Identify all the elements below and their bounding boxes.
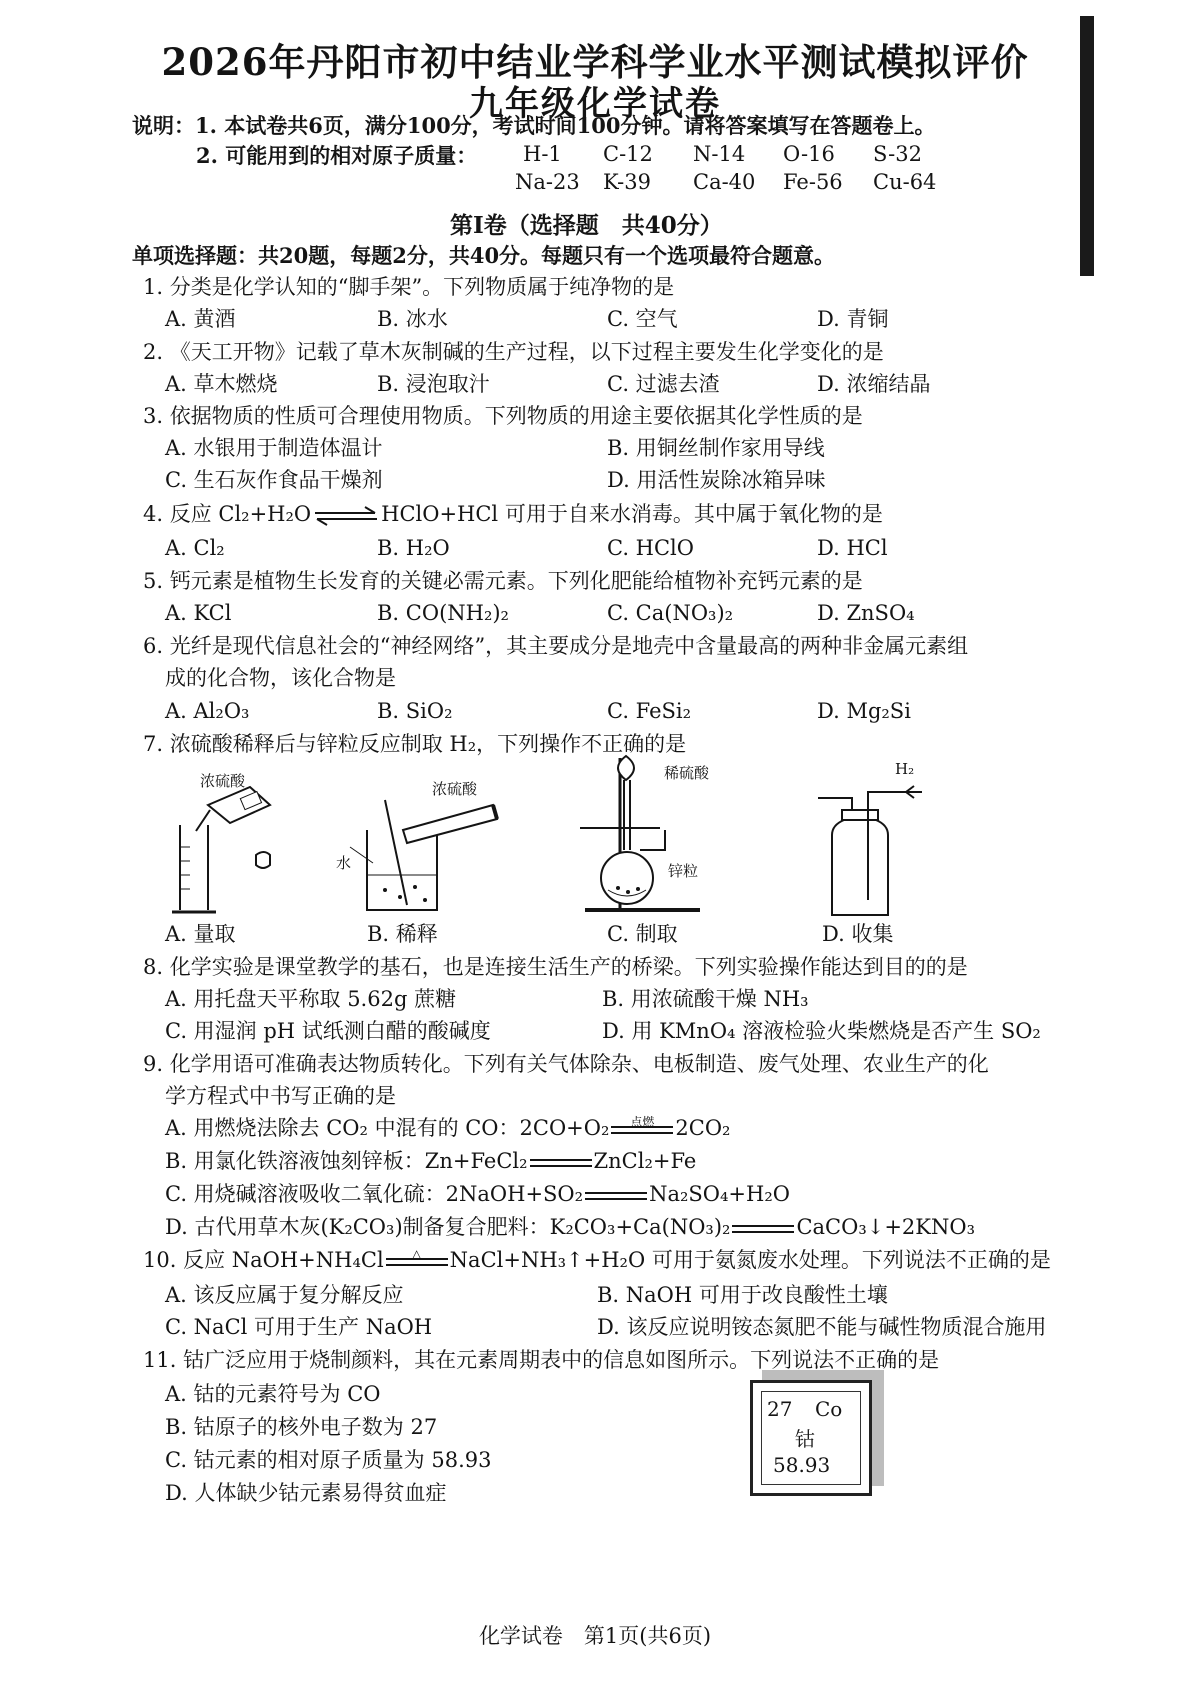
option: D. 收集 (822, 922, 894, 946)
option: B. 钴原子的核外电子数为 27 (165, 1415, 438, 1439)
equation-right: 2CO₂ (675, 1116, 731, 1140)
question-stem: 11. 钴广泛应用于烧制颜料，其在元素周期表中的信息如图所示。下列说法不正确的是 (143, 1348, 940, 1372)
option: C. Ca(NO₃)₂ (607, 601, 734, 625)
reaction-condition: 点燃 (630, 1114, 655, 1129)
note-line-2: 2. 可能用到的相对原子质量： (196, 143, 478, 168)
hydrogen-generator-figure (560, 750, 745, 920)
option: B. H₂O (377, 536, 450, 560)
option: C. 过滤去渣 (607, 372, 720, 396)
figure-label: 水 (336, 854, 352, 872)
reaction-condition: △ (412, 1246, 422, 1261)
question-stem: 7. 浓硫酸稀释后与锌粒反应制取 H₂，下列操作不正确的是 (143, 732, 687, 756)
equation-left: C. 用烧碱溶液吸收二氧化硫：2NaOH+SO₂ (165, 1182, 584, 1206)
option: B. 冰水 (377, 307, 448, 331)
question-stem: 8. 化学实验是课堂教学的基石，也是连接生活生产的桥梁。下列实验操作能达到目的的是 (143, 955, 968, 979)
atomic-mass: Cu-64 (873, 170, 937, 194)
option: A. 黄酒 (165, 307, 236, 331)
equation-left: A. 用燃烧法除去 CO₂ 中混有的 CO：2CO+O₂ (165, 1116, 610, 1140)
atomic-mass-value: 58.93 (773, 1453, 831, 1477)
option: C. 生石灰作食品干燥剂 (165, 468, 383, 492)
option: C. NaCl 可用于生产 NaOH (165, 1315, 433, 1339)
option: D. 浓缩结晶 (817, 372, 931, 396)
atomic-mass: C-12 (603, 142, 653, 166)
equals-sign-icon (611, 1114, 673, 1140)
atomic-mass: N-14 (693, 142, 746, 166)
stem-part: 10. 反应 NaOH+NH₄Cl (143, 1248, 384, 1272)
atomic-mass: Na-23 (515, 170, 580, 194)
note-line-1: 说明：1. 本试卷共6页，满分100分，考试时间100分钟。请将答案填写在答题卷上。 (132, 113, 936, 138)
question-stem: 1. 分类是化学认知的“脚手架”。下列物质属于纯净物的是 (143, 275, 675, 299)
question-stem: 2. 《天工开物》记载了草木灰制碱的生产过程，以下过程主要发生化学变化的是 (143, 340, 884, 364)
stem-part: 4. 反应 Cl₂+H₂O (143, 502, 312, 526)
atomic-mass: O-16 (783, 142, 835, 166)
option: D. Mg₂Si (817, 699, 911, 723)
exam-title: 2026年丹阳市初中结业学科学业水平测试模拟评价 (161, 40, 1029, 84)
question-stem: 6. 光纤是现代信息社会的“神经网络”，其主要成分是地壳中含量最高的两种非金属元素组 (143, 634, 969, 658)
option (165, 1213, 975, 1241)
atomic-mass: Ca-40 (693, 170, 756, 194)
gas-collection-bottle-figure (810, 780, 940, 920)
equation-right: CaCO₃↓+2KNO₃ (796, 1215, 975, 1239)
option: B. CO(NH₂)₂ (377, 601, 509, 625)
equals-sign-icon (530, 1153, 592, 1173)
question-stem: 3. 依据物质的性质可合理使用物质。下列物质的用途主要依据其化学性质的是 (143, 404, 863, 428)
option: A. 该反应属于复分解反应 (165, 1283, 404, 1307)
option: D. 该反应说明铵态氮肥不能与碱性物质混合施用 (597, 1315, 1047, 1339)
equation-right: Na₂SO₄+H₂O (649, 1182, 790, 1206)
option: A. 钴的元素符号为 CO (165, 1382, 381, 1406)
figure-label: 稀硫酸 (664, 764, 710, 782)
option (165, 1180, 790, 1208)
option: A. 水银用于制造体温计 (165, 436, 383, 460)
option: B. 浸泡取汁 (377, 372, 490, 396)
question-stem (143, 1246, 1051, 1274)
atomic-mass: K-39 (603, 170, 651, 194)
stem-part: NaCl+NH₃↑+H₂O 可用于氨氮废水处理。下列说法不正确的是 (449, 1248, 1051, 1272)
option: B. NaOH 可用于改良酸性土壤 (597, 1283, 888, 1307)
option: D. 人体缺少钴元素易得贫血症 (165, 1481, 447, 1505)
reversible-arrow-icon (313, 506, 379, 526)
figure-label: 锌粒 (668, 862, 699, 880)
option: D. 用活性炭除冰箱异味 (607, 468, 826, 492)
option: A. 用托盘天平称取 5.62g 蔗糖 (165, 987, 457, 1011)
option: C. FeSi₂ (607, 699, 692, 723)
option: B. 用浓硫酸干燥 NH₃ (602, 987, 809, 1011)
periodic-table-cell (750, 1380, 872, 1496)
option: C. 空气 (607, 307, 678, 331)
option: C. HClO (607, 536, 694, 560)
option: D. HCl (817, 536, 888, 560)
option: B. SiO₂ (377, 699, 453, 723)
section-title: 第Ⅰ卷（选择题 共40分） (450, 212, 723, 239)
option: C. 用湿润 pH 试纸测白醋的酸碱度 (165, 1019, 491, 1043)
option: B. 稀释 (367, 922, 438, 946)
option: D. 青铜 (817, 307, 889, 331)
question-stem: 5. 钙元素是植物生长发育的关键必需元素。下列化肥能给植物补充钙元素的是 (143, 569, 863, 593)
equation-left: B. 用氯化铁溶液蚀刻锌板：Zn+FeCl₂ (165, 1149, 528, 1173)
equals-sign-icon (585, 1186, 647, 1206)
option: A. 草木燃烧 (165, 372, 278, 396)
option: B. 用铜丝制作家用导线 (607, 436, 825, 460)
option (165, 1114, 730, 1142)
option: C. 钴元素的相对原子质量为 58.93 (165, 1448, 492, 1472)
equals-sign-icon (386, 1246, 448, 1272)
option (165, 1147, 696, 1175)
option: D. 用 KMnO₄ 溶液检验火柴燃烧是否产生 SO₂ (602, 1019, 1041, 1043)
figure-label: 浓硫酸 (432, 780, 478, 798)
atomic-number: 27 (767, 1397, 793, 1421)
page-footer: 化学试卷 第1页(共6页) (478, 1624, 712, 1648)
question-stem: 成的化合物，该化合物是 (165, 666, 396, 690)
question-stem: 9. 化学用语可准确表达物质转化。下列有关气体除杂、电板制造、废气处理、农业生产的化 (143, 1052, 989, 1076)
equation-right: ZnCl₂+Fe (593, 1149, 697, 1173)
question-stem (143, 500, 883, 528)
option: A. KCl (165, 601, 232, 625)
stem-part: HClO+HCl 可用于自来水消毒。其中属于氧化物的是 (381, 502, 883, 526)
question-stem: 学方程式中书写正确的是 (165, 1084, 396, 1108)
option: A. Al₂O₃ (165, 699, 250, 723)
equation-left: D. 古代用草木灰(K₂CO₃)制备复合肥料：K₂CO₃+Ca(NO₃)₂ (165, 1215, 731, 1239)
equals-sign-icon (732, 1219, 794, 1239)
element-symbol: Co (815, 1397, 843, 1421)
atomic-mass: S-32 (873, 142, 922, 166)
figure-label: 浓硫酸 (200, 772, 246, 790)
option: C. 制取 (607, 922, 678, 946)
option: A. Cl₂ (165, 536, 225, 560)
atomic-mass: H-1 (523, 142, 562, 166)
option: A. 量取 (165, 922, 236, 946)
section-instruction: 单项选择题：共20题，每题2分，共40分。每题只有一个选项最符合题意。 (132, 243, 836, 268)
atomic-mass: Fe-56 (783, 170, 843, 194)
figure-label: H₂ (895, 760, 915, 778)
option: D. ZnSO₄ (817, 601, 915, 625)
exam-subtitle: 九年级化学试卷 (469, 84, 721, 124)
element-name: 钴 (795, 1427, 815, 1451)
